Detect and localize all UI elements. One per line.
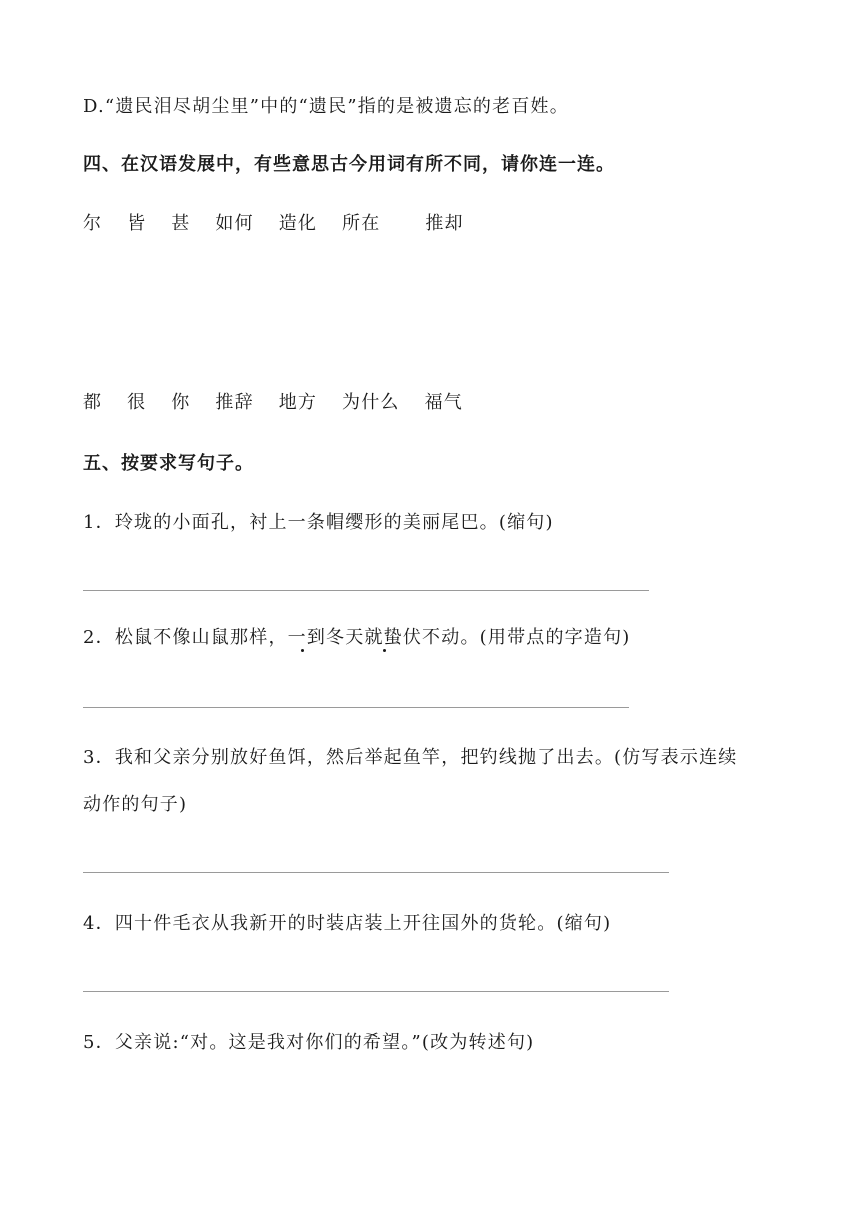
question-3-line-1: 3．我和父亲分别放好鱼饵，然后举起鱼竿，把钓线抛了出去。(仿写表示连续 — [83, 747, 738, 768]
ancient-words-row — [83, 212, 464, 236]
question-5: 5．父亲说:“对。这是我对你们的希望。”(改为转述句) — [83, 1032, 535, 1053]
ancient-word: 甚 — [171, 213, 191, 234]
ancient-word: 推却 — [425, 213, 464, 234]
modern-word: 你 — [171, 392, 191, 413]
modern-words-row — [83, 391, 463, 415]
modern-word: 都 — [83, 392, 103, 413]
modern-word: 地方 — [278, 392, 318, 413]
question-3-line-2: 动作的句子) — [83, 794, 188, 815]
section-5-heading: 五、按要求写句子。 — [83, 453, 254, 474]
question-1: 1．玲珑的小面孔，衬上一条帽缨形的美丽尾巴。(缩句) — [83, 512, 554, 533]
emphasis-dot — [383, 649, 386, 652]
question-2: 2．松鼠不像山鼠那样，一到冬天就蛰伏不动。(用带点的字造句) — [83, 627, 631, 648]
answer-line-4[interactable] — [83, 991, 669, 992]
modern-word: 福气 — [424, 392, 463, 413]
option-d: D.“遗民泪尽胡尘里”中的“遗民”指的是被遗忘的老百姓。 — [83, 96, 569, 117]
answer-line-1[interactable] — [83, 590, 649, 591]
modern-word: 推辞 — [215, 392, 254, 413]
ancient-word: 造化 — [278, 213, 318, 234]
modern-word: 很 — [127, 392, 147, 413]
ancient-word: 如何 — [215, 213, 254, 234]
ancient-word: 皆 — [127, 213, 147, 234]
answer-line-2[interactable] — [83, 707, 629, 708]
modern-word: 为什么 — [342, 392, 400, 413]
answer-line-3[interactable] — [83, 872, 669, 873]
ancient-word: 所在 — [342, 213, 381, 234]
section-4-heading: 四、在汉语发展中，有些意思古今用词有所不同，请你连一连。 — [83, 154, 615, 175]
ancient-word: 尔 — [83, 213, 103, 234]
emphasis-dot — [301, 649, 304, 652]
question-4: 4．四十件毛衣从我新开的时装店装上开往国外的货轮。(缩句) — [83, 913, 612, 934]
